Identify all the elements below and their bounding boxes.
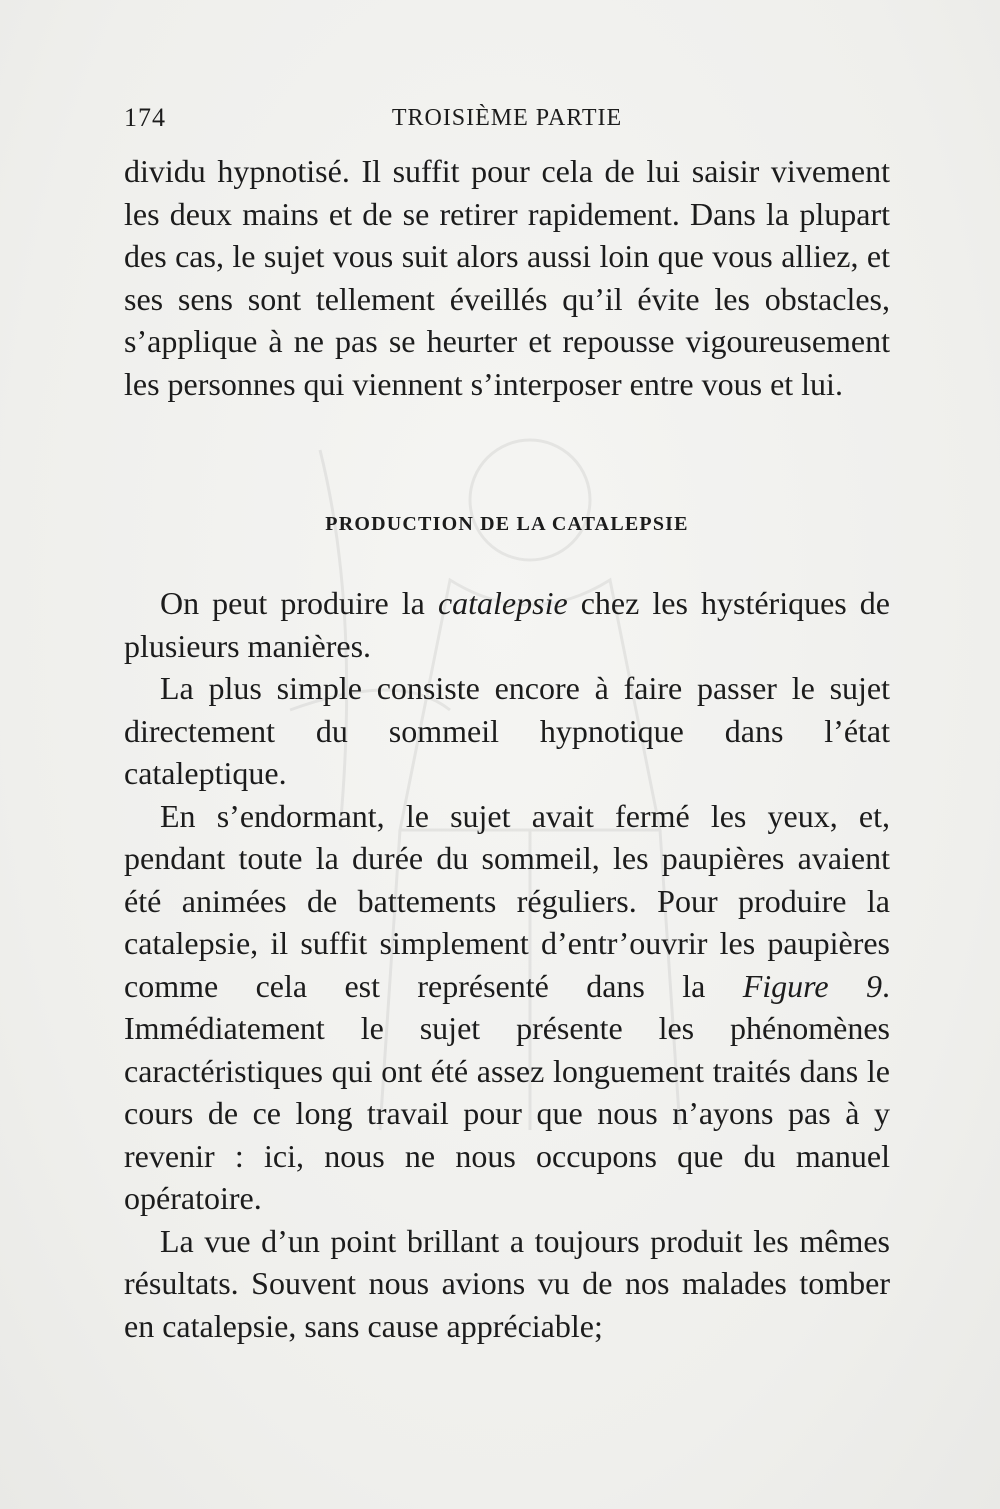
continued-paragraph (124, 150, 890, 405)
figure-reference: Figure 9 (742, 967, 883, 1004)
page-header (124, 100, 890, 136)
section-heading: PRODUCTION DE LA CATALEPSIE (325, 513, 689, 535)
italic-term: catalepsie (437, 585, 568, 621)
paragraph: On peut produire la catalepsie chez les hystériques de plusieurs manières. (124, 585, 891, 664)
paragraph: La vue d’un point brillant a toujours produit les mêmes résultats. Souvent nous avions vu de nos malades tomber en catalepsie, sans cause appréciable; (124, 1222, 890, 1344)
page-number: 174 (124, 103, 166, 132)
running-head: TROISIÈME PARTIE (391, 105, 623, 131)
paragraph: dividu hypnotisé. Il suffit pour cela de lui saisir vivement les deux mains et de se retirer rapidement. Dans la plupart des cas, le sujet vous suit alors aussi loin que vous alliez, et ses sens sont tellement éveillés qu’il évite les obstacles, s’applique à ne pas se heurter et repousse vigoureusement les personnes qui viennent s’interposer entre vous et lui. (124, 153, 890, 402)
section-body (124, 582, 890, 1347)
paragraph: La plus simple consiste encore à faire passer le sujet directement du sommeil hypnotique dans l’état cataleptique. (124, 670, 890, 791)
paragraph: En s’endormant, le sujet avait fermé les yeux, et, pendant toute la durée du sommeil, les paupières avaient été animées de battements réguliers. Pour produire la catalepsie, il suffit simplement d’entr’ouvrir les paupières comme cela est représenté dans la Figure 9. Immédiatement le sujet présente les phénomènes caractéristiques qui ont été assez longuement traités dans le cours de ce long travail pour que nous n’ayons pas à y revenir : ici, nous ne nous occupons que du manuel opératoire. (124, 797, 891, 1216)
